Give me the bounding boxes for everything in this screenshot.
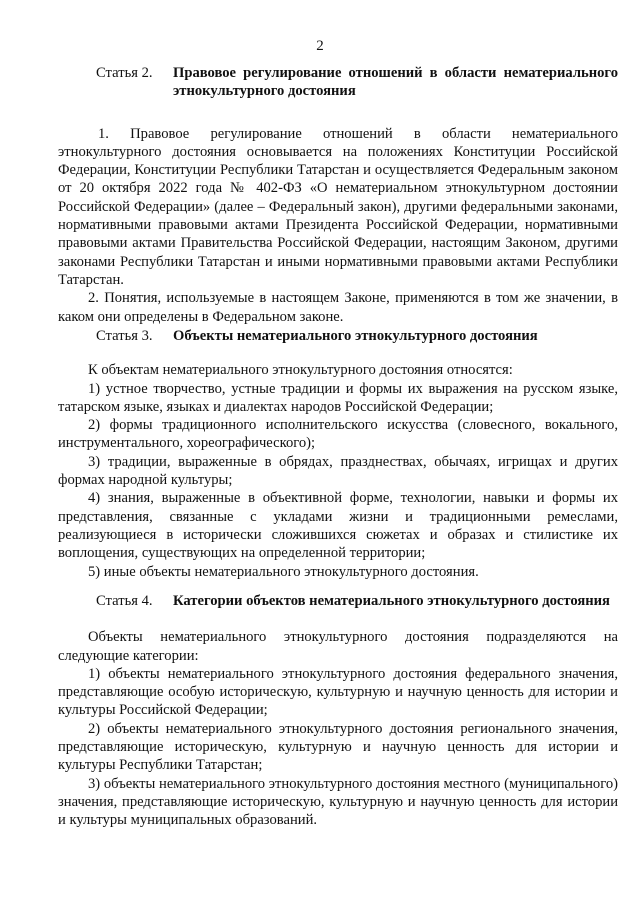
article-3-title: Объекты нематериального этнокультурного достояния [173, 328, 538, 344]
article-4-title: Категории объектов нематериального этнокультурного достояния [173, 593, 610, 609]
article-2 [58, 64, 618, 326]
article-3-item-5: 5) иные объекты нематериального этнокультурного достояния. [88, 563, 479, 580]
article-4-item-3: 3) объекты нематериального этнокультурного достояния местного (муниципального) значения, представляющие историческую, культурную и научную ценность для истории и культуры муниципальных образований. [58, 775, 618, 829]
article-4-label: Статья 4. [96, 593, 153, 609]
article-3-item-1: 1) устное творчество, устные традиции и формы их выражения на русском языке, татарском языке, языках и диалектах народов Российской Федерации; [58, 380, 618, 415]
article-3-label: Статья 3. [96, 328, 153, 344]
article-4-item-1: 1) объекты нематериального этнокультурного достояния федерального значения, представляющие особую историческую, культурную и научную ценность для истории и культуры Российской Федерации; [58, 665, 618, 719]
article-3-item-2: 2) формы традиционного исполнительского искусства (словесного, вокального, инструментального, хореографического); [58, 417, 618, 452]
article-4-item-2: 2) объекты нематериального этнокультурного достояния регионального значения, представляющие историческую, культурную и научную ценность для истории и культуры Республики Татарстан; [58, 720, 618, 774]
article-2-title: Правовое регулирование отношений в области нематериального этнокультурного достояния [173, 65, 618, 100]
article-4-intro: Объекты нематериального этнокультурного достояния подразделяются на следующие категории: [58, 629, 618, 664]
article-2-paragraph-2: 2. Понятия, используемые в настоящем Законе, применяются в том же значении, в каком они определены в Федеральном законе. [58, 290, 618, 325]
article-2-heading [58, 64, 618, 101]
article-2-paragraph-1: 1. Правовое регулирование отношений в области нематериального этнокультурного достояния основывается на положениях Конституции Российской Федерации, Конституции Республики Татарстан и осуществляется Федеральным законом от 20 октября 2022 года № 402-ФЗ «О нематериальном этнокультурном достоянии Российской Федерации» (далее – Федеральный закон), другими федеральными законами, нормативными правовыми актами Президента Российской Федерации, нормативными правовыми актами Правительства Российской Федерации, настоящим Законом, другими законами Республики Татарстан и иными нормативными правовыми актами Республики Татарстан. [58, 125, 618, 288]
article-4 [58, 592, 618, 830]
article-3-intro: К объектам нематериального этнокультурного достояния относятся: [88, 362, 513, 379]
article-3-item-4: 4) знания, выраженные в объективной форме, технологии, навыки и формы их представления, связанные с укладами жизни и традиционными ремеслами, реализующиеся в исторически сложившихся сюжетах и образах и стилистике их воплощения, существующих на определенной территории; [58, 490, 618, 562]
article-2-label: Статья 2. [96, 65, 153, 81]
page-number: 2 [316, 38, 324, 54]
article-3-heading [58, 327, 618, 345]
article-3 [58, 327, 618, 581]
article-3-item-3: 3) традиции, выраженные в обрядах, празднествах, обычаях, игрищах и других формах народной культуры; [58, 453, 618, 489]
article-4-heading [58, 592, 618, 610]
